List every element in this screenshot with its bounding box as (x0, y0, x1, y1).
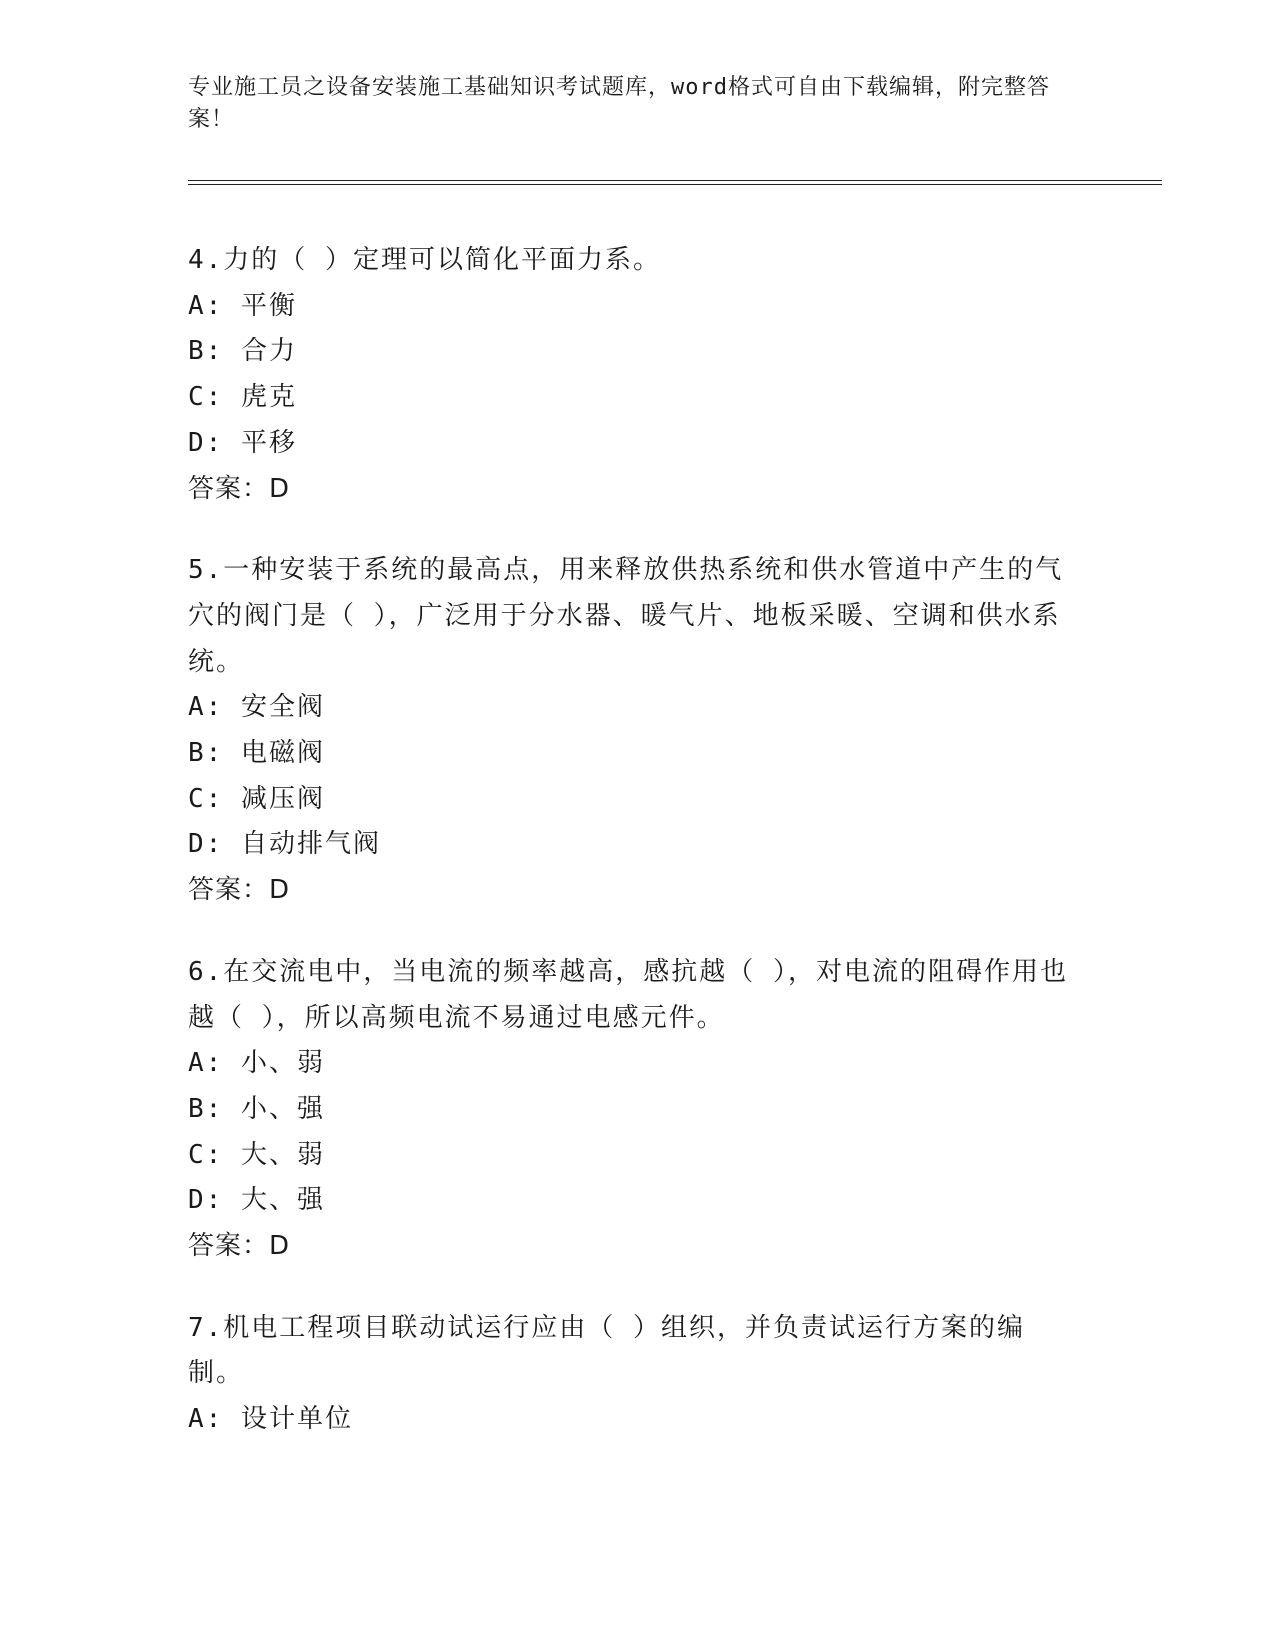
option-b: B: 合力 (188, 336, 297, 367)
header-divider-bottom (188, 184, 1162, 185)
option-a: A: 平衡 (188, 290, 297, 321)
option-a: A: 小、弱 (188, 1048, 325, 1079)
question-stem: 5.一种安装于系统的最高点，用来释放供热系统和供水管道中产生的气穴的阀门是（ ），广泛用于分水器、暖气片、地板采暖、空调和供水系统。 (188, 555, 1064, 677)
question-stem: 6.在交流电中，当电流的频率越高，感抗越（ ），对电流的阻碍作用也越（ ），所以高频电流不易通过电感元件。 (188, 956, 1068, 1033)
option-d: D: 大、强 (188, 1185, 325, 1216)
header-divider-top (188, 180, 1162, 181)
option-c: C: 减压阀 (188, 783, 325, 814)
answer-line: 答案：D (188, 875, 291, 906)
option-b: B: 电磁阀 (188, 738, 325, 769)
question-5 (188, 548, 1088, 914)
option-c: C: 大、弱 (188, 1139, 325, 1170)
question-7 (188, 1306, 1088, 1443)
answer-line: 答案：D (188, 473, 291, 504)
question-stem: 7.机电工程项目联动试运行应由（ ）组织，并负责试运行方案的编制。 (188, 1312, 1025, 1389)
header-title: 专业施工员之设备安装施工基础知识考试题库，word格式可自由下载编辑，附完整答案！ (188, 75, 1050, 132)
question-stem: 4.力的（ ）定理可以简化平面力系。 (188, 245, 661, 275)
answer-line: 答案：D (188, 1231, 291, 1262)
document-header (188, 72, 1068, 136)
option-d: D: 平移 (188, 427, 297, 458)
option-a: A: 安全阀 (188, 692, 325, 723)
question-6 (188, 950, 1088, 1270)
option-b: B: 小、强 (188, 1093, 325, 1124)
option-a: A: 设计单位 (188, 1404, 353, 1435)
option-c: C: 虎克 (188, 382, 297, 413)
option-d: D: 自动排气阀 (188, 829, 381, 860)
question-list (188, 238, 1088, 1479)
question-4 (188, 238, 1088, 512)
